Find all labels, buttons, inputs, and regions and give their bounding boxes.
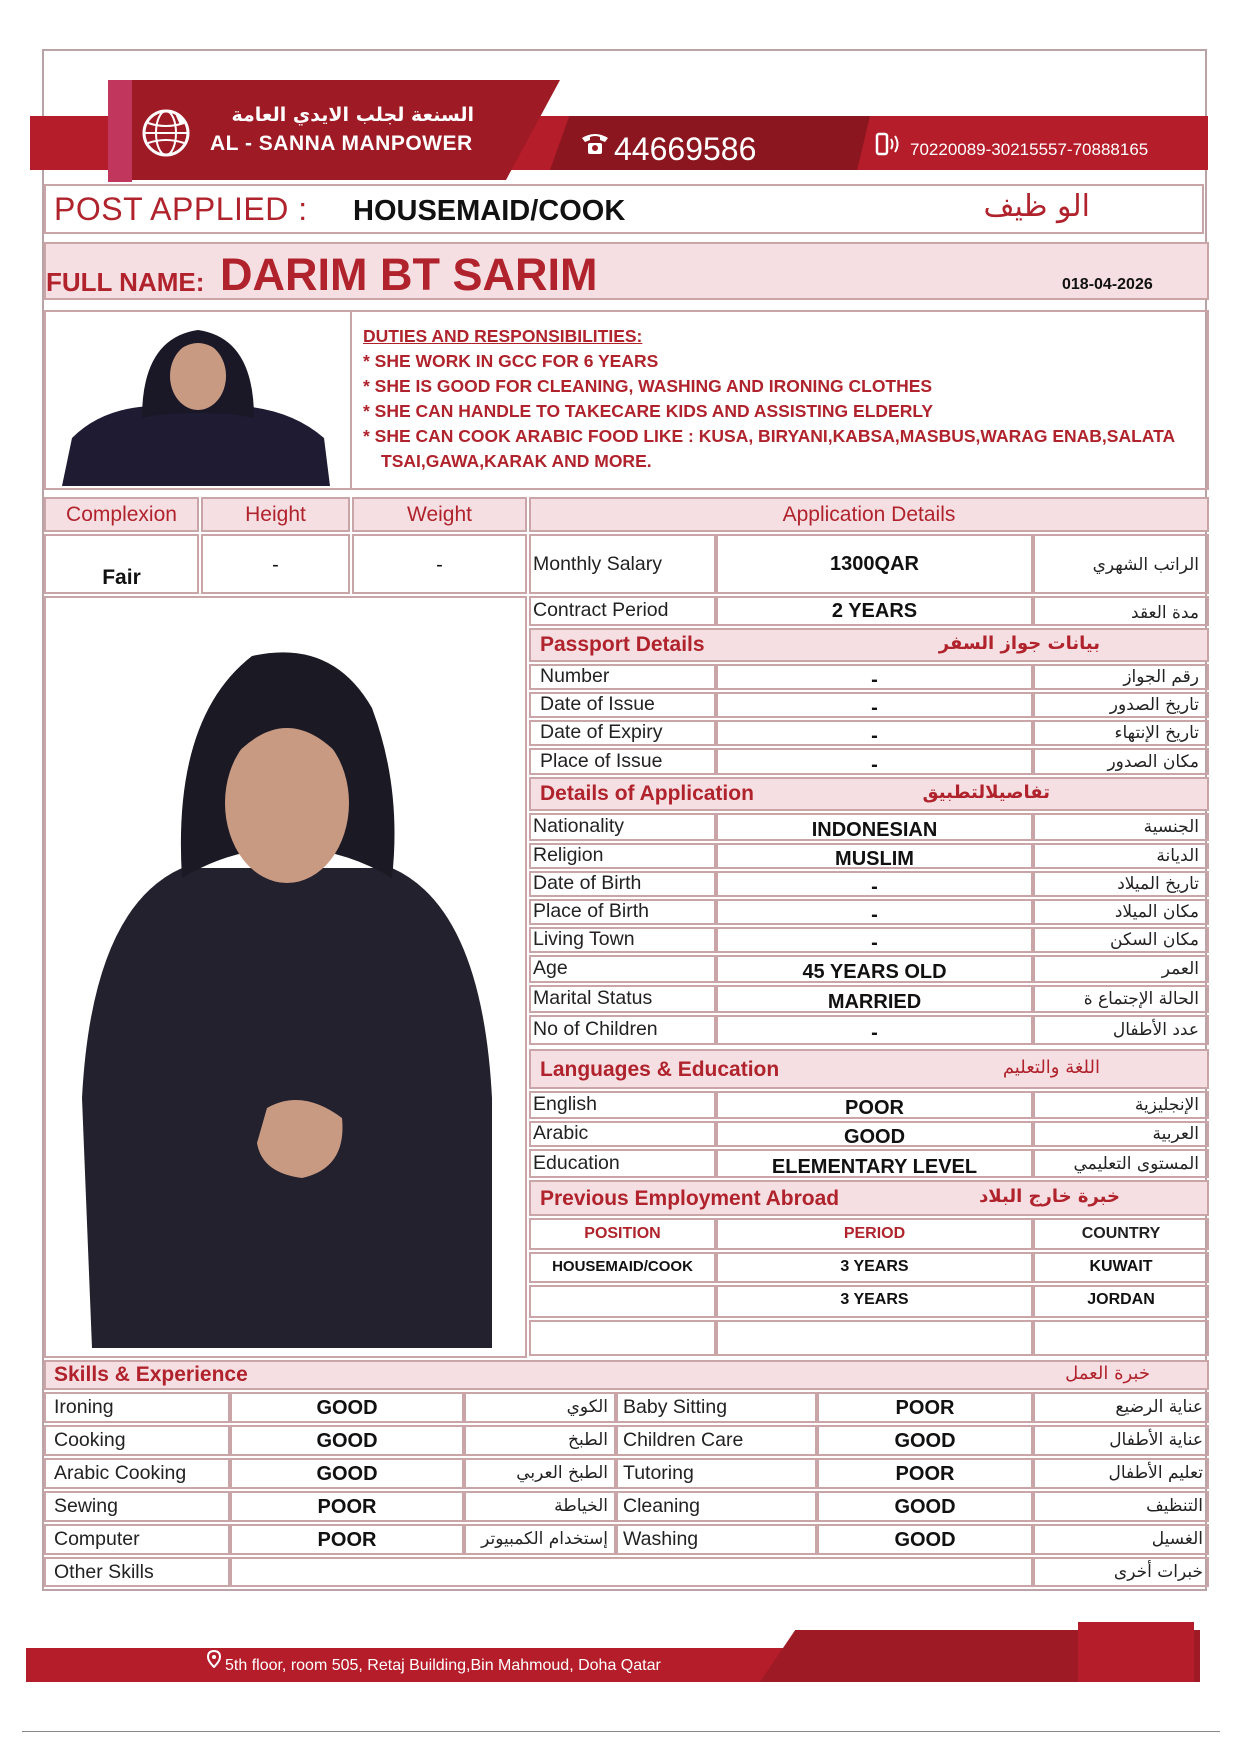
details-row-label: Living Town <box>533 928 635 950</box>
details-row-label: Religion <box>533 844 604 866</box>
full-name-value: DARIM BT SARIM <box>220 249 598 300</box>
skill-rating: GOOD <box>316 1430 378 1452</box>
passport-row-label: Date of Expiry <box>540 721 663 743</box>
skill-arabic: الغسيل <box>1151 1529 1203 1549</box>
duty-item: * SHE WORK IN GCC FOR 6 YEARS <box>363 351 659 371</box>
languages-row-label: Arabic <box>533 1122 589 1144</box>
employment-period: 3 YEARS <box>840 1291 909 1308</box>
candidate-full-photo <box>72 648 506 1350</box>
employment-country: KUWAIT <box>1089 1258 1153 1275</box>
contract-period-arabic: مدة العقد <box>1131 603 1199 623</box>
details-row-value: INDONESIAN <box>811 819 938 841</box>
details-row-arabic: الديانة <box>1156 846 1199 866</box>
skill-rating: GOOD <box>894 1529 956 1551</box>
details-row-value: MARRIED <box>827 991 922 1013</box>
languages-row-label: Education <box>533 1152 620 1174</box>
period-header: PERIOD <box>843 1225 906 1242</box>
table-cell <box>529 1285 716 1318</box>
details-row-value: 45 YEARS OLD <box>802 961 947 983</box>
full-name-row <box>44 242 1209 300</box>
skill-arabic: عناية الرضيع <box>1115 1397 1203 1417</box>
languages-row-arabic: المستوى التعليمي <box>1073 1154 1199 1174</box>
position-header: POSITION <box>584 1225 661 1242</box>
languages-title-arabic: اللغة والتعليم <box>1002 1057 1100 1078</box>
height-header: Height <box>201 497 350 532</box>
languages-row-arabic: الإنجليزية <box>1134 1095 1199 1115</box>
skill-rating: POOR <box>317 1529 377 1551</box>
full-name-label: FULL NAME: <box>46 267 205 297</box>
skill-rating: GOOD <box>316 1463 378 1485</box>
table-cell <box>716 1320 1033 1356</box>
post-applied-label: POST APPLIED : <box>54 191 308 227</box>
details-row-value: - <box>871 904 878 926</box>
skill-arabic: إستخدام الكمبيوتر <box>481 1529 608 1549</box>
duty-item: * SHE IS GOOD FOR CLEANING, WASHING AND IRONING CLOTHES <box>363 376 933 396</box>
height-value: - <box>272 554 279 576</box>
details-row-arabic: تاريخ الميلاد <box>1117 874 1199 894</box>
header-logo-edge <box>108 80 132 182</box>
post-applied-arabic: الو ظيف <box>983 189 1090 224</box>
monthly-salary-label: Monthly Salary <box>533 553 662 575</box>
details-row-arabic: مكان الميلاد <box>1114 902 1199 922</box>
passport-row-arabic: تاريخ الإنتهاء <box>1114 723 1199 743</box>
employment-country: JORDAN <box>1087 1291 1155 1308</box>
skill-rating: GOOD <box>894 1430 956 1452</box>
candidate-thumbnail-photo <box>62 318 334 486</box>
skill-label: Ironing <box>54 1396 114 1418</box>
contract-period-label: Contract Period <box>533 599 669 621</box>
details-row-value: - <box>871 876 878 898</box>
details-title: Details of Application <box>540 782 754 805</box>
employment-title: Previous Employment Abroad <box>540 1187 840 1210</box>
skill-arabic: التنظيف <box>1146 1496 1203 1516</box>
footer-box <box>1078 1622 1194 1682</box>
details-row-arabic: العمر <box>1161 959 1199 979</box>
details-row-label: Date of Birth <box>533 872 642 894</box>
monthly-salary-arabic: الراتب الشهري <box>1092 555 1199 575</box>
passport-row-arabic: مكان الصدور <box>1107 752 1199 772</box>
passport-row-label: Number <box>540 665 610 687</box>
duties-title: DUTIES AND RESPONSIBILITIES: <box>363 326 643 346</box>
skill-rating: POOR <box>895 1397 955 1419</box>
skill-label: Cooking <box>54 1429 126 1451</box>
duty-item: * SHE CAN COOK ARABIC FOOD LIKE : KUSA, BIRYANI,KABSA,MASBUS,WARAG ENAB,SALATA <box>363 426 1176 446</box>
post-applied-value: HOUSEMAID/COOK <box>353 195 626 227</box>
duties-list <box>363 324 1198 474</box>
languages-row-value: ELEMENTARY LEVEL <box>771 1156 978 1178</box>
skill-label: Arabic Cooking <box>54 1462 187 1484</box>
passport-row-value: - <box>871 754 878 776</box>
footer-address: 5th floor, room 505, Retaj Building,Bin Mahmoud, Doha Qatar <box>225 1657 661 1674</box>
skill-label: Sewing <box>54 1495 118 1517</box>
passport-row-arabic: تاريخ الصدور <box>1109 695 1199 715</box>
complexion-header: Complexion <box>44 497 199 532</box>
languages-row-label: English <box>533 1093 597 1115</box>
skill-arabic: الكوي <box>566 1397 608 1417</box>
employment-title-arabic: خبرة خارج البلاد <box>979 1186 1120 1207</box>
details-row-label: Marital Status <box>533 987 653 1009</box>
passport-row-value: - <box>871 725 878 747</box>
details-row-arabic: عدد الأطفال <box>1112 1020 1199 1040</box>
other-skills-label: Other Skills <box>54 1561 154 1583</box>
passport-row-label: Place of Issue <box>540 750 663 772</box>
company-name-english: AL - SANNA MANPOWER <box>210 132 473 155</box>
complexion-value: Fair <box>102 566 141 589</box>
document-date: 018-04-2026 <box>1062 276 1153 293</box>
details-row-arabic: الجنسية <box>1143 817 1199 837</box>
globe-logo-icon <box>140 107 192 159</box>
other-skills-arabic: خبرات أخرى <box>1113 1562 1203 1582</box>
passport-row-arabic: رقم الجواز <box>1123 667 1199 687</box>
skill-rating: GOOD <box>894 1496 956 1518</box>
table-cell <box>1033 1320 1209 1356</box>
skill-rating: POOR <box>317 1496 377 1518</box>
details-row-arabic: الحالة الإجتماع ة <box>1083 989 1199 1009</box>
languages-title: Languages & Education <box>540 1058 780 1081</box>
skill-arabic: الطبخ <box>568 1430 608 1450</box>
skill-arabic: عناية الأطفال <box>1109 1430 1203 1450</box>
details-title-arabic: تفاصيلالتطبيق <box>922 782 1050 803</box>
weight-header: Weight <box>352 497 527 532</box>
company-name-arabic: السنعة لجلب الايدي العامة <box>231 104 474 126</box>
skill-arabic: الخياطة <box>554 1496 608 1516</box>
details-row-value: - <box>871 1022 878 1044</box>
employment-position: HOUSEMAID/COOK <box>552 1258 693 1275</box>
skill-label: Baby Sitting <box>623 1396 728 1418</box>
telephone-icon <box>580 130 610 156</box>
skill-label: Washing <box>623 1528 699 1550</box>
phone-number: 44669586 <box>614 131 757 167</box>
passport-title: Passport Details <box>540 633 705 656</box>
details-row-value: MUSLIM <box>835 848 914 870</box>
weight-value: - <box>436 554 443 576</box>
page-bottom-line <box>22 1731 1220 1732</box>
duty-item: * SHE CAN HANDLE TO TAKECARE KIDS AND ASSISTING ELDERLY <box>363 401 934 421</box>
mobile-phone-icon <box>873 130 901 158</box>
skills-title-arabic: خبرة العمل <box>1065 1363 1150 1384</box>
skill-label: Computer <box>54 1528 140 1550</box>
details-row-label: Age <box>533 957 568 979</box>
languages-row-arabic: العربية <box>1152 1124 1199 1144</box>
duty-item: TSAI,GAWA,KARAK AND MORE. <box>381 451 652 471</box>
skill-label: Tutoring <box>623 1462 694 1484</box>
table-cell <box>529 1320 716 1356</box>
skill-rating: GOOD <box>316 1397 378 1419</box>
duties-separator <box>350 310 352 490</box>
skills-title: Skills & Experience <box>54 1363 248 1386</box>
table-cell <box>230 1557 1033 1587</box>
employment-period: 3 YEARS <box>840 1258 909 1275</box>
passport-title-arabic: بيانات جواز السفر <box>938 633 1100 654</box>
contract-period-value: 2 YEARS <box>831 600 918 622</box>
languages-row-value: GOOD <box>843 1126 906 1148</box>
skill-arabic: الطبخ العربي <box>516 1463 608 1483</box>
skill-label: Children Care <box>623 1429 744 1451</box>
skill-arabic: تعليم الأطفال <box>1108 1463 1203 1483</box>
application-details-header: Application Details <box>529 497 1209 532</box>
languages-row-value: POOR <box>845 1097 904 1119</box>
passport-row-value: - <box>871 697 878 719</box>
details-row-label: No of Children <box>533 1018 658 1040</box>
mobile-numbers: 70220089-30215557-70888165 <box>910 140 1149 159</box>
skill-rating: POOR <box>895 1463 955 1485</box>
details-row-label: Nationality <box>533 815 625 837</box>
country-header: COUNTRY <box>1081 1225 1161 1242</box>
details-row-label: Place of Birth <box>533 900 649 922</box>
details-row-arabic: مكان السكن <box>1110 930 1199 950</box>
monthly-salary-value: 1300QAR <box>830 553 919 575</box>
passport-row-value: - <box>871 669 878 691</box>
skill-label: Cleaning <box>623 1495 700 1517</box>
details-row-value: - <box>871 932 878 954</box>
location-pin-icon <box>207 1650 221 1668</box>
passport-row-label: Date of Issue <box>540 693 655 715</box>
